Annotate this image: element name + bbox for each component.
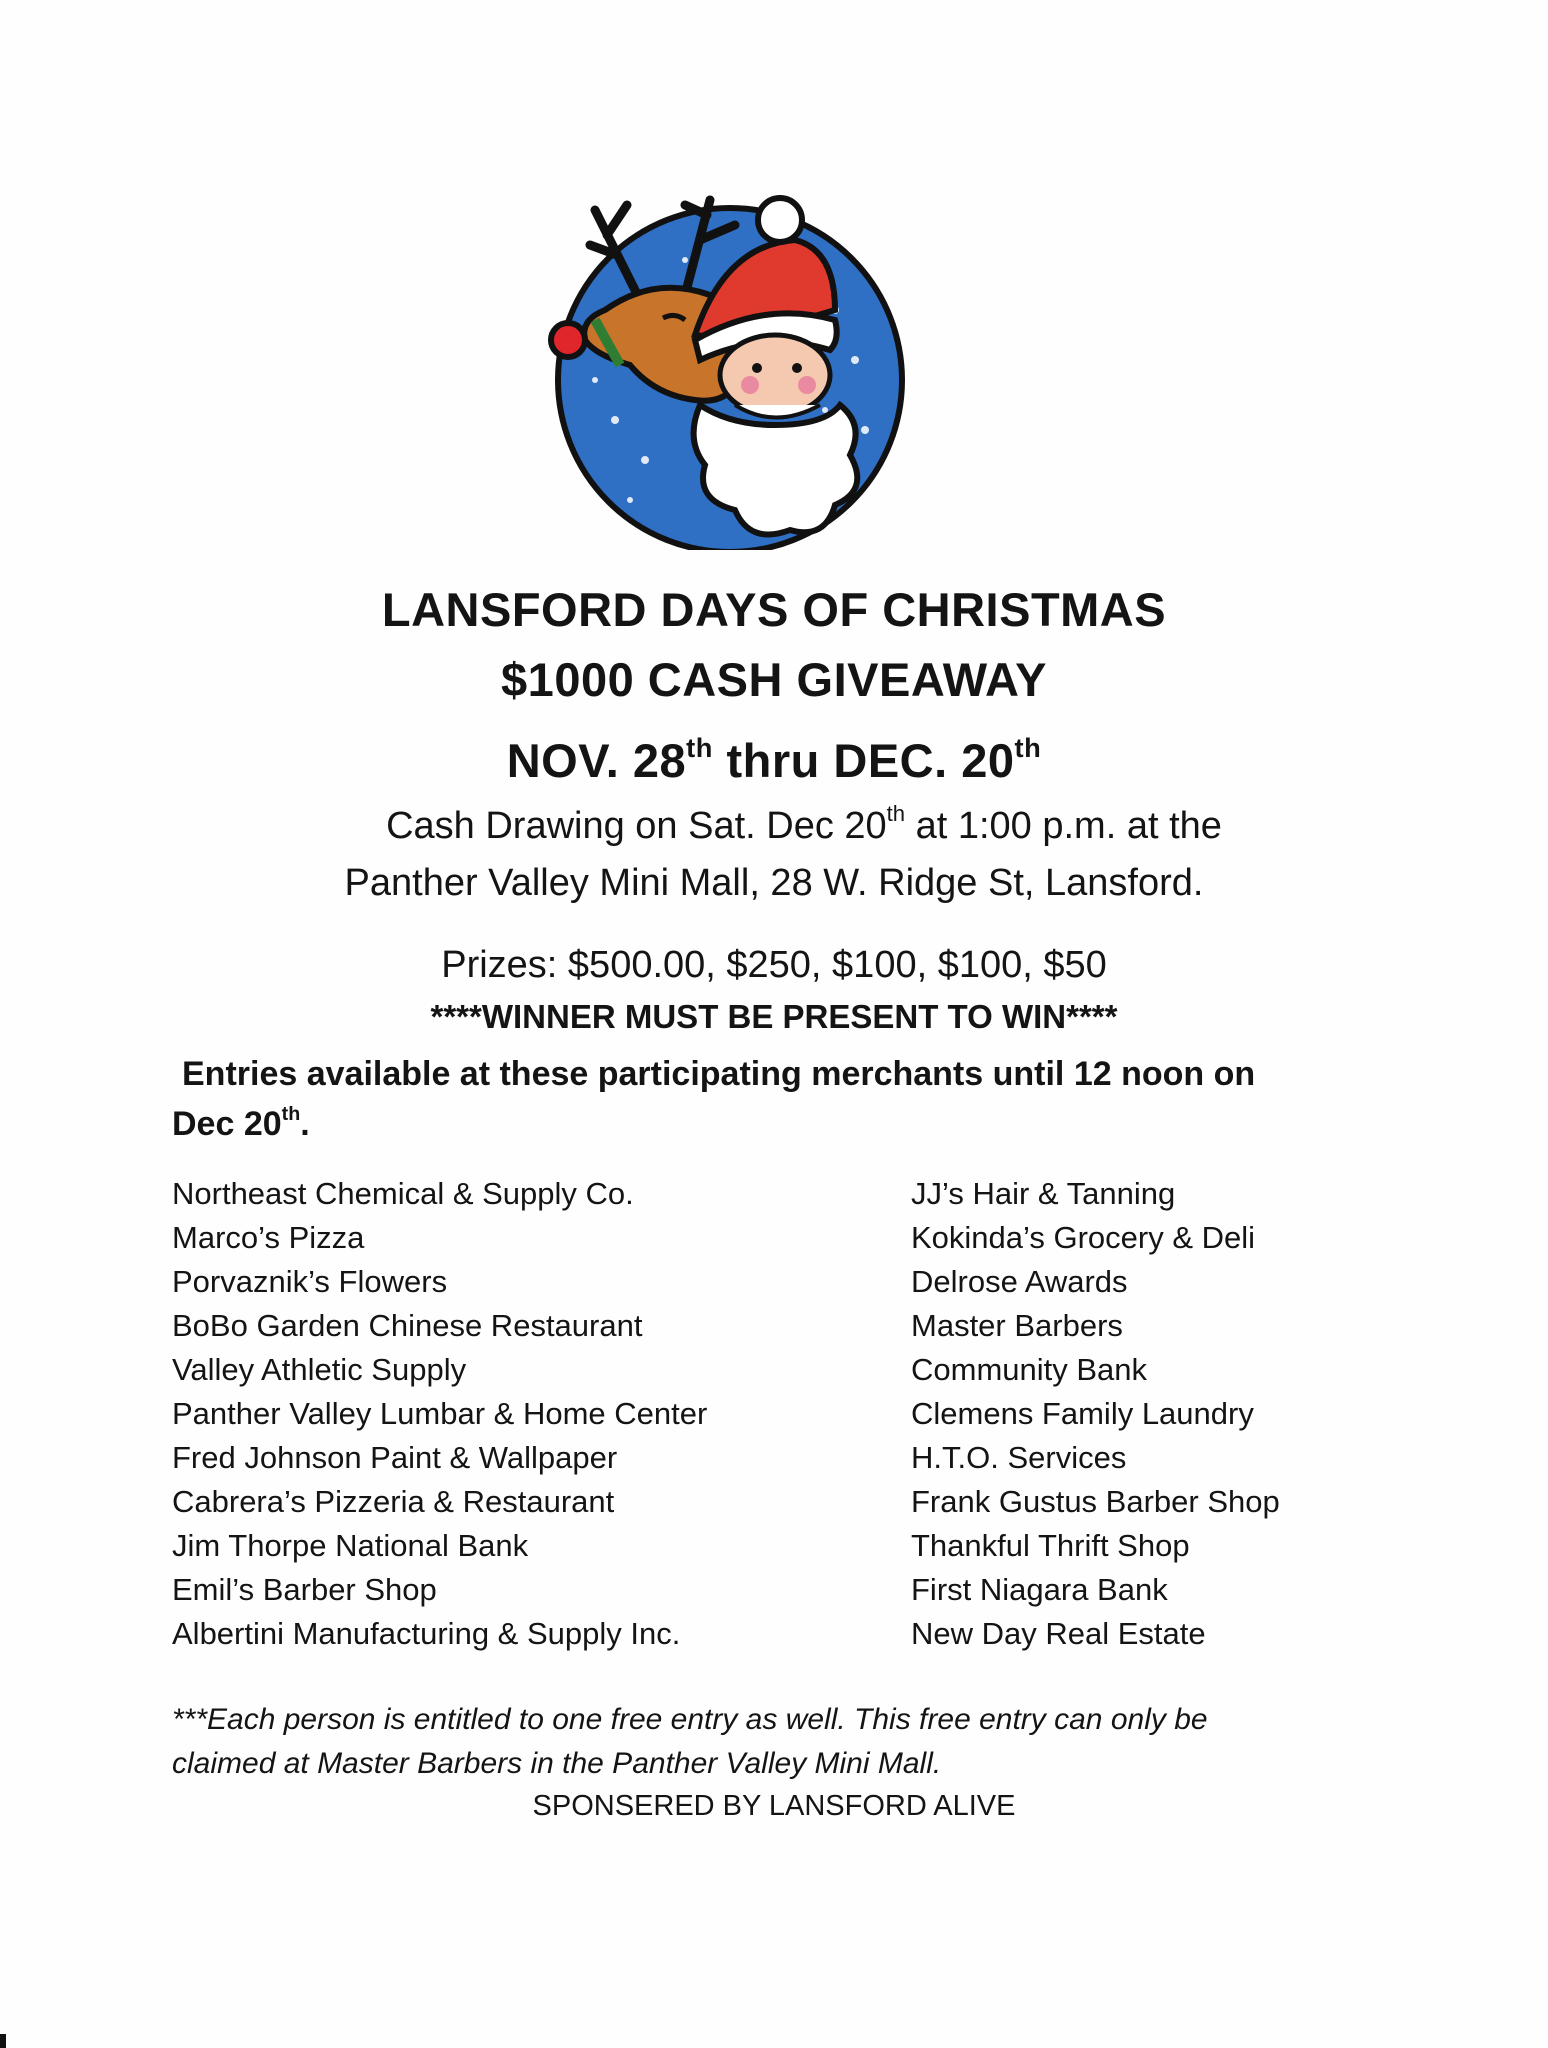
drawing-location: Panther Valley Mini Mall, 28 W. Ridge St, Lansford. [344, 862, 1204, 904]
entries-line-1: Entries available at these participating merchants until 12 noon on [182, 1055, 1256, 1093]
prize-list: Prizes: $500.00, $250, $100, $100, $50 [441, 944, 1107, 986]
merchant-item: First Niagara Bank [911, 1572, 1168, 1607]
merchant-item: Frank Gustus Barber Shop [911, 1484, 1280, 1519]
merchant-item: Jim Thorpe National Bank [172, 1528, 529, 1563]
drawing-line-1 [0, 801, 1548, 848]
merchant-item: Valley Athletic Supply [172, 1352, 467, 1387]
winner-notice: ****WINNER MUST BE PRESENT TO WIN**** [430, 998, 1118, 1035]
entries-deadline-suffix: th [281, 1103, 301, 1126]
date-start-suffix: th [686, 731, 713, 763]
free-entry-note [172, 1698, 1422, 1786]
santa-reindeer-illustration [535, 190, 915, 550]
entries-period: . [300, 1105, 310, 1143]
merchant-item: Clemens Family Laundry [911, 1396, 1254, 1431]
flyer-title: LANSFORD DAYS OF CHRISTMAS [381, 583, 1167, 636]
merchant-item: Community Bank [911, 1352, 1148, 1387]
merchant-item: Delrose Awards [911, 1264, 1128, 1299]
drawing-date-suffix: th [886, 801, 906, 827]
merchant-item: Fred Johnson Paint & Wallpaper [172, 1440, 618, 1475]
merchant-item: New Day Real Estate [911, 1616, 1206, 1651]
giveaway-heading: $1000 CASH GIVEAWAY [501, 653, 1047, 706]
sponsor-line: SPONSERED BY LANSFORD ALIVE [532, 1790, 1016, 1822]
date-range-heading [0, 733, 1548, 788]
santa-face [720, 335, 830, 415]
entries-notice [172, 1049, 1255, 1149]
free-entry-note-line-2: claimed at Master Barbers in the Panther Valley Mini Mall. [172, 1747, 942, 1780]
merchant-item: Kokinda’s Grocery & Deli [911, 1220, 1256, 1255]
date-start: NOV. 28 [506, 734, 687, 787]
merchant-list-right [911, 1172, 1280, 1656]
free-entry-note-line-1: ***Each person is entitled to one free entry as well. This free entry can only be [172, 1703, 1208, 1736]
scan-edge-mark [0, 2034, 6, 2048]
merchant-item: BoBo Garden Chinese Restaurant [172, 1308, 643, 1343]
merchant-item: Master Barbers [911, 1308, 1123, 1343]
drawing-time: at 1:00 p.m. at the [905, 805, 1222, 847]
merchant-item: JJ’s Hair & Tanning [911, 1176, 1176, 1211]
entries-deadline: Dec 20 [172, 1105, 282, 1143]
drawing-date: Cash Drawing on Sat. Dec 20 [386, 805, 887, 847]
entries-line-2 [172, 1099, 1255, 1149]
merchant-item: Marco’s Pizza [172, 1220, 365, 1255]
merchant-item: Emil’s Barber Shop [172, 1572, 437, 1607]
merchant-item: Panther Valley Lumbar & Home Center [172, 1396, 708, 1431]
hat-pompom [758, 198, 802, 242]
merchant-item: H.T.O. Services [911, 1440, 1127, 1475]
merchant-item: Cabrera’s Pizzeria & Restaurant [172, 1484, 615, 1519]
reindeer-nose [551, 323, 585, 357]
merchant-item: Albertini Manufacturing & Supply Inc. [172, 1616, 681, 1651]
merchant-item: Northeast Chemical & Supply Co. [172, 1176, 634, 1211]
date-end: thru DEC. 20 [712, 734, 1015, 787]
merchant-item: Porvaznik’s Flowers [172, 1264, 448, 1299]
merchant-item: Thankful Thrift Shop [911, 1528, 1190, 1563]
date-end-suffix: th [1014, 731, 1042, 763]
merchant-list-left [172, 1172, 707, 1656]
